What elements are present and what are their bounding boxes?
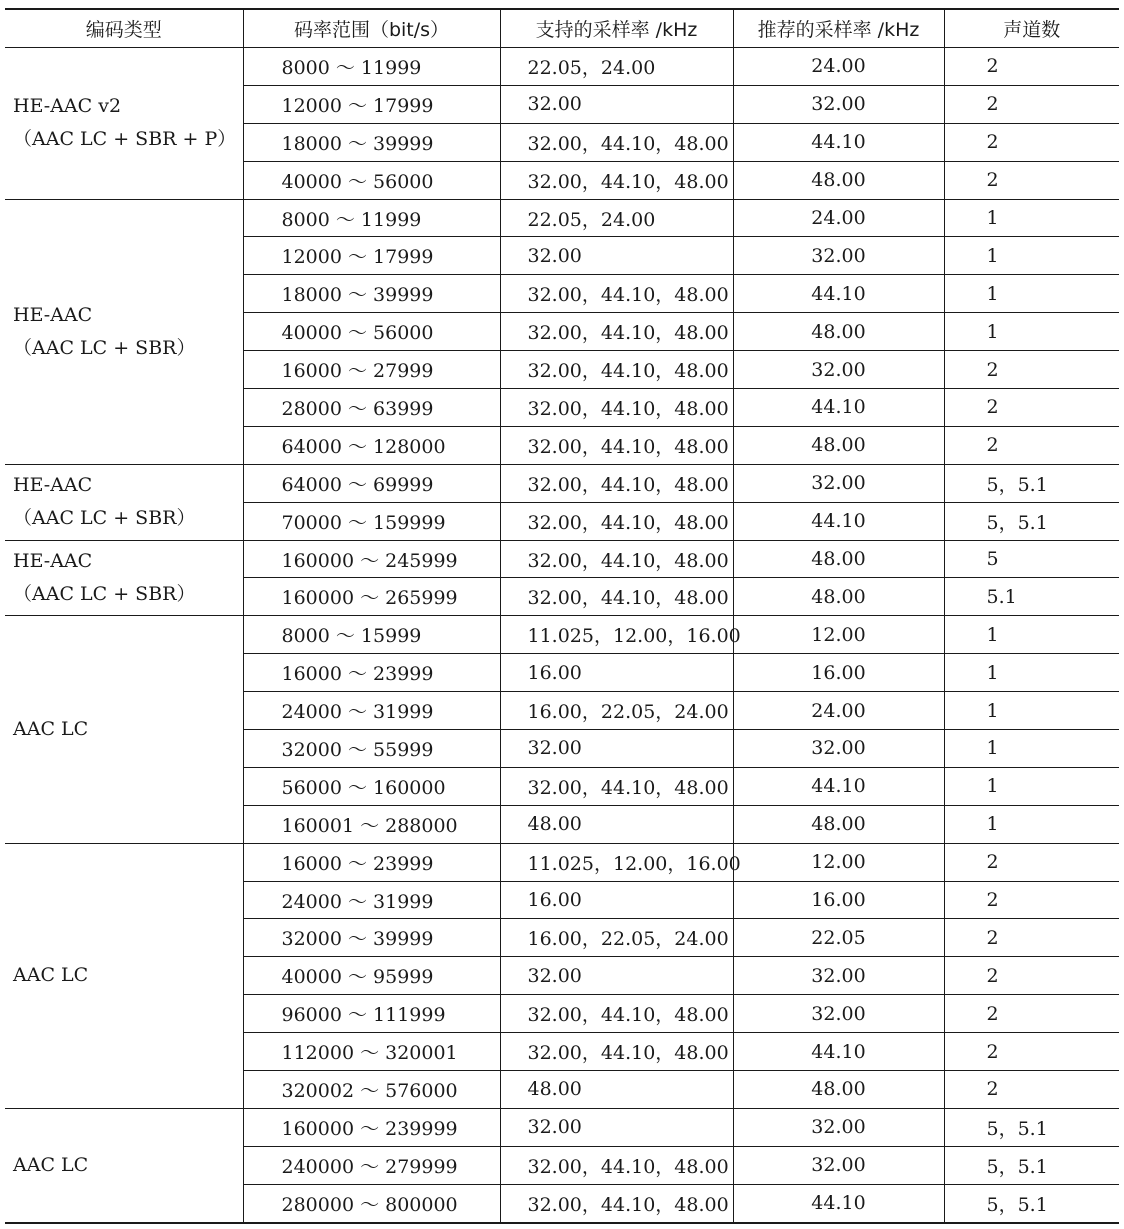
recommended-sample-rate-cell: 12.00	[733, 843, 944, 881]
recommended-sample-rate-cell: 16.00	[733, 654, 944, 692]
supported-sample-rate-cell: 32.00，44.10，48.00	[500, 540, 733, 578]
bitrate-range-cell: 160000 ～ 239999	[243, 1108, 500, 1146]
channels-cell: 5，5.1	[944, 1108, 1119, 1146]
table-row	[5, 464, 1119, 502]
recommended-sample-rate-cell: 44.10	[733, 767, 944, 805]
supported-sample-rate-cell: 48.00	[500, 1071, 733, 1109]
channels-cell: 2	[944, 48, 1119, 86]
supported-sample-rate-cell: 16.00，22.05，24.00	[500, 692, 733, 730]
header-supported-sample-rate: 支持的采样率 /kHz	[500, 9, 733, 48]
supported-sample-rate-cell: 32.00，44.10，48.00	[500, 578, 733, 616]
bitrate-range-cell: 8000 ～ 15999	[243, 616, 500, 654]
bitrate-range-cell: 160000 ～ 245999	[243, 540, 500, 578]
supported-sample-rate-cell: 32.00，44.10，48.00	[500, 275, 733, 313]
recommended-sample-rate-cell: 48.00	[733, 161, 944, 199]
bitrate-range-cell: 32000 ～ 55999	[243, 730, 500, 768]
codec-type-cell	[5, 464, 243, 540]
recommended-sample-rate-cell: 32.00	[733, 85, 944, 123]
supported-sample-rate-cell: 32.00，44.10，48.00	[500, 1033, 733, 1071]
supported-sample-rate-cell: 16.00	[500, 654, 733, 692]
bitrate-range-cell: 40000 ～ 56000	[243, 313, 500, 351]
codec-type-label: （AAC LC + SBR）	[13, 582, 196, 605]
supported-sample-rate-cell: 11.025，12.00，16.00	[500, 843, 733, 881]
supported-sample-rate-cell: 32.00，44.10，48.00	[500, 767, 733, 805]
channels-cell: 5，5.1	[944, 502, 1119, 540]
bitrate-range-cell: 64000 ～ 128000	[243, 426, 500, 464]
recommended-sample-rate-cell: 44.10	[733, 502, 944, 540]
recommended-sample-rate-cell: 48.00	[733, 805, 944, 843]
bitrate-range-cell: 70000 ～ 159999	[243, 502, 500, 540]
codec-type-cell	[5, 199, 243, 464]
codec-type-cell	[5, 616, 243, 843]
recommended-sample-rate-cell: 48.00	[733, 313, 944, 351]
recommended-sample-rate-cell: 32.00	[733, 957, 944, 995]
supported-sample-rate-cell: 48.00	[500, 805, 733, 843]
supported-sample-rate-cell: 32.00，44.10，48.00	[500, 464, 733, 502]
channels-cell: 5，5.1	[944, 1184, 1119, 1222]
table-row	[5, 1108, 1119, 1146]
supported-sample-rate-cell: 32.00，44.10，48.00	[500, 426, 733, 464]
recommended-sample-rate-cell: 48.00	[733, 540, 944, 578]
codec-type-label: AAC LC	[13, 718, 89, 741]
bitrate-range-cell: 40000 ～ 95999	[243, 957, 500, 995]
codec-type-label: （AAC LC + SBR）	[13, 336, 196, 359]
codec-table-container	[5, 8, 1119, 1224]
supported-sample-rate-cell: 32.00，44.10，48.00	[500, 995, 733, 1033]
supported-sample-rate-cell: 16.00，22.05，24.00	[500, 919, 733, 957]
bitrate-range-cell: 160001 ～ 288000	[243, 805, 500, 843]
header-codec-type: 编码类型	[5, 9, 243, 48]
supported-sample-rate-cell: 22.05，24.00	[500, 48, 733, 86]
channels-cell: 5.1	[944, 578, 1119, 616]
bitrate-range-cell: 8000 ～ 11999	[243, 48, 500, 86]
channels-cell: 1	[944, 692, 1119, 730]
table-row	[5, 616, 1119, 654]
supported-sample-rate-cell: 32.00，44.10，48.00	[500, 161, 733, 199]
table-body	[5, 48, 1119, 1223]
channels-cell: 1	[944, 730, 1119, 768]
recommended-sample-rate-cell: 12.00	[733, 616, 944, 654]
bitrate-range-cell: 320002 ～ 576000	[243, 1071, 500, 1109]
bitrate-range-cell: 18000 ～ 39999	[243, 275, 500, 313]
recommended-sample-rate-cell: 44.10	[733, 1184, 944, 1222]
channels-cell: 1	[944, 199, 1119, 237]
channels-cell: 1	[944, 805, 1119, 843]
header-recommended-sample-rate: 推荐的采样率 /kHz	[733, 9, 944, 48]
channels-cell: 2	[944, 85, 1119, 123]
codec-type-label: （AAC LC + SBR）	[13, 507, 196, 530]
header-bitrate-range: 码率范围（bit/s）	[243, 9, 500, 48]
channels-cell: 2	[944, 957, 1119, 995]
supported-sample-rate-cell: 32.00，44.10，48.00	[500, 313, 733, 351]
supported-sample-rate-cell: 32.00	[500, 237, 733, 275]
codec-type-label: AAC LC	[13, 964, 89, 987]
bitrate-range-cell: 16000 ～ 23999	[243, 843, 500, 881]
recommended-sample-rate-cell: 32.00	[733, 351, 944, 389]
codec-type-label: HE-AAC	[13, 549, 93, 572]
bitrate-range-cell: 12000 ～ 17999	[243, 85, 500, 123]
bitrate-range-cell: 16000 ～ 27999	[243, 351, 500, 389]
channels-cell: 1	[944, 237, 1119, 275]
codec-type-label: HE-AAC v2	[13, 95, 122, 118]
supported-sample-rate-cell: 32.00，44.10，48.00	[500, 1146, 733, 1184]
recommended-sample-rate-cell: 48.00	[733, 578, 944, 616]
table-row	[5, 540, 1119, 578]
recommended-sample-rate-cell: 32.00	[733, 237, 944, 275]
supported-sample-rate-cell: 32.00，44.10，48.00	[500, 502, 733, 540]
recommended-sample-rate-cell: 32.00	[733, 464, 944, 502]
bitrate-range-cell: 240000 ～ 279999	[243, 1146, 500, 1184]
recommended-sample-rate-cell: 32.00	[733, 995, 944, 1033]
channels-cell: 2	[944, 351, 1119, 389]
recommended-sample-rate-cell: 32.00	[733, 1146, 944, 1184]
table-row	[5, 48, 1119, 86]
bitrate-range-cell: 18000 ～ 39999	[243, 123, 500, 161]
bitrate-range-cell: 32000 ～ 39999	[243, 919, 500, 957]
channels-cell: 2	[944, 123, 1119, 161]
recommended-sample-rate-cell: 44.10	[733, 1033, 944, 1071]
channels-cell: 1	[944, 767, 1119, 805]
channels-cell: 2	[944, 389, 1119, 427]
recommended-sample-rate-cell: 24.00	[733, 692, 944, 730]
channels-cell: 2	[944, 1033, 1119, 1071]
table-row	[5, 199, 1119, 237]
recommended-sample-rate-cell: 44.10	[733, 389, 944, 427]
channels-cell: 1	[944, 654, 1119, 692]
supported-sample-rate-cell: 16.00	[500, 881, 733, 919]
codec-type-label: AAC LC	[13, 1153, 89, 1176]
bitrate-range-cell: 96000 ～ 111999	[243, 995, 500, 1033]
channels-cell: 1	[944, 313, 1119, 351]
supported-sample-rate-cell: 32.00	[500, 730, 733, 768]
recommended-sample-rate-cell: 24.00	[733, 48, 944, 86]
supported-sample-rate-cell: 32.00，44.10，48.00	[500, 123, 733, 161]
supported-sample-rate-cell: 32.00，44.10，48.00	[500, 389, 733, 427]
recommended-sample-rate-cell: 32.00	[733, 730, 944, 768]
header-channels: 声道数	[944, 9, 1119, 48]
bitrate-range-cell: 28000 ～ 63999	[243, 389, 500, 427]
channels-cell: 5，5.1	[944, 1146, 1119, 1184]
channels-cell: 1	[944, 275, 1119, 313]
header-row	[5, 9, 1119, 48]
bitrate-range-cell: 112000 ～ 320001	[243, 1033, 500, 1071]
bitrate-range-cell: 24000 ～ 31999	[243, 692, 500, 730]
channels-cell: 2	[944, 881, 1119, 919]
recommended-sample-rate-cell: 44.10	[733, 123, 944, 161]
channels-cell: 5，5.1	[944, 464, 1119, 502]
bitrate-range-cell: 64000 ～ 69999	[243, 464, 500, 502]
codec-type-cell	[5, 843, 243, 1108]
supported-sample-rate-cell: 32.00	[500, 957, 733, 995]
recommended-sample-rate-cell: 44.10	[733, 275, 944, 313]
channels-cell: 2	[944, 1071, 1119, 1109]
channels-cell: 2	[944, 843, 1119, 881]
codec-type-label: （AAC LC + SBR + P）	[13, 128, 237, 151]
codec-type-cell	[5, 1108, 243, 1222]
aac-codec-table	[5, 8, 1119, 1224]
recommended-sample-rate-cell: 16.00	[733, 881, 944, 919]
bitrate-range-cell: 8000 ～ 11999	[243, 199, 500, 237]
codec-type-label: HE-AAC	[13, 474, 93, 497]
codec-type-label: HE-AAC	[13, 303, 93, 326]
supported-sample-rate-cell: 32.00，44.10，48.00	[500, 1184, 733, 1222]
bitrate-range-cell: 12000 ～ 17999	[243, 237, 500, 275]
codec-type-cell	[5, 540, 243, 616]
bitrate-range-cell: 160000 ～ 265999	[243, 578, 500, 616]
recommended-sample-rate-cell: 48.00	[733, 1071, 944, 1109]
channels-cell: 2	[944, 919, 1119, 957]
channels-cell: 2	[944, 161, 1119, 199]
recommended-sample-rate-cell: 22.05	[733, 919, 944, 957]
channels-cell: 5	[944, 540, 1119, 578]
recommended-sample-rate-cell: 48.00	[733, 426, 944, 464]
supported-sample-rate-cell: 32.00，44.10，48.00	[500, 351, 733, 389]
bitrate-range-cell: 56000 ～ 160000	[243, 767, 500, 805]
recommended-sample-rate-cell: 32.00	[733, 1108, 944, 1146]
supported-sample-rate-cell: 11.025，12.00，16.00	[500, 616, 733, 654]
bitrate-range-cell: 16000 ～ 23999	[243, 654, 500, 692]
bitrate-range-cell: 40000 ～ 56000	[243, 161, 500, 199]
channels-cell: 2	[944, 995, 1119, 1033]
channels-cell: 1	[944, 616, 1119, 654]
supported-sample-rate-cell: 32.00	[500, 85, 733, 123]
bitrate-range-cell: 280000 ～ 800000	[243, 1184, 500, 1222]
channels-cell: 2	[944, 426, 1119, 464]
supported-sample-rate-cell: 22.05，24.00	[500, 199, 733, 237]
codec-type-cell	[5, 48, 243, 200]
supported-sample-rate-cell: 32.00	[500, 1108, 733, 1146]
bitrate-range-cell: 24000 ～ 31999	[243, 881, 500, 919]
recommended-sample-rate-cell: 24.00	[733, 199, 944, 237]
table-row	[5, 843, 1119, 881]
